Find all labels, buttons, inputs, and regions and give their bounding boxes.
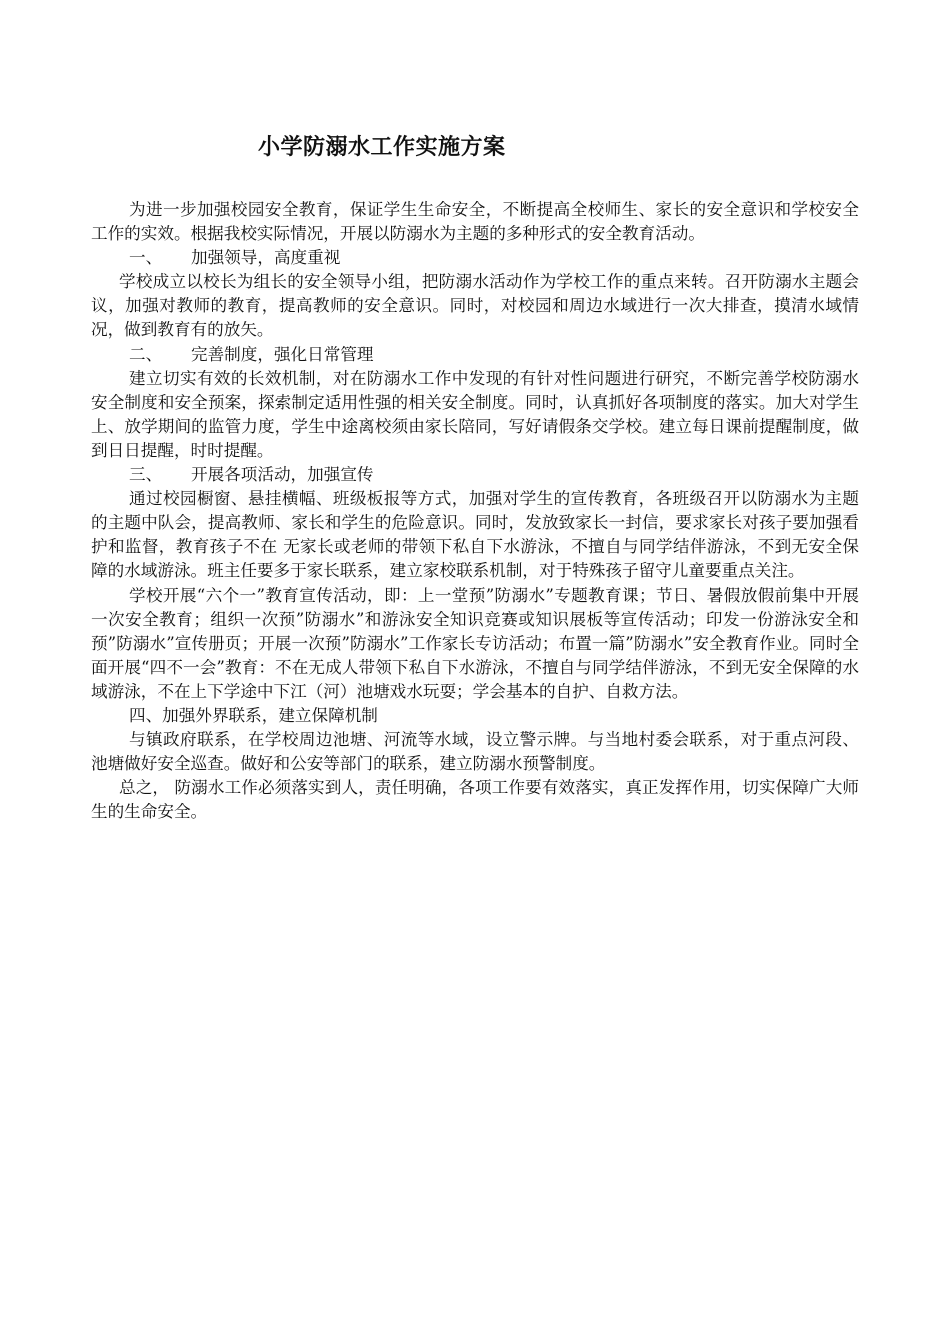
section-title-3: 开展各项活动，加强宣传 [191, 465, 374, 485]
section-title-1: 加强领导，高度重视 [191, 248, 341, 268]
section-number-1: 一、 [129, 248, 163, 268]
section-3-paragraph-2: 学校开展“六个一”教育宣传活动，即：上一堂预”防溺水”专题教育课；节日、暑假放假前集中开展一次安全教育；组织一次预”防溺水”和游泳安全知识竞赛或知识展板等宣传活动；印发一份游泳安全和预”防溺水”宣传册页；开展一次预”防溺水”工作家长专访活动；布置一篇”防溺水”安全教育作业。同时全面开展“四不一会”教育：不在无成人带领下私自下水游泳，不擅自与同学结伴游泳，不到无安全保障的水域游泳，不在上下学途中下江（河）池塘戏水玩耍；学会基本的自护、自救方法。 [91, 585, 859, 701]
section-2-paragraph-1: 建立切实有效的长效机制，对在防溺水工作中发现的有针对性问题进行研究，不断完善学校防溺水安全制度和安全预案，探索制定适用性强的相关安全制度。同时，认真抓好各项制度的落实。加大对学生上、放学期间的监管力度，学生中途离校须由家长陪同，写好请假条交学校。建立每日课前提醒制度，做到日日提醒，时时提醒。 [91, 368, 859, 460]
section-heading-1 [91, 246, 859, 270]
document-title: 小学防溺水工作实施方案 [258, 135, 506, 160]
section-title-4: 四、加强外界联系，建立保障机制 [129, 705, 378, 725]
section-heading-2 [91, 343, 859, 367]
section-heading-4 [91, 704, 859, 728]
section-number-3: 三、 [129, 465, 163, 485]
section-title-2: 完善制度，强化日常管理 [191, 344, 374, 364]
intro-paragraph: 为进一步加强校园安全教育，保证学生生命安全，不断提高全校师生、家长的安全意识和学校安全工作的实效。根据我校实际情况，开展以防溺水为主题的多种形式的安全教育活动。 [91, 200, 859, 244]
document-body [91, 198, 859, 824]
section-heading-3 [91, 463, 859, 487]
section-3-paragraph-1: 通过校园橱窗、悬挂横幅、班级板报等方式，加强对学生的宣传教育，各班级召开以防溺水为主题的主题中队会，提高教师、家长和学生的危险意识。同时，发放致家长一封信，要求家长对孩子要加强看护和监督，教育孩子不在 无家长或老师的带领下私自下水游泳，不擅自与同学结伴游泳，不到无安全保障的水域游泳。班主任要多于家长联系，建立家校联系机制，对于特殊孩子留守儿童要重点关注。 [91, 489, 859, 581]
conclusion-paragraph: 总之， 防溺水工作必须落实到人，责任明确，各项工作要有效落实，真正发挥作用，切实保障广大师生的生命安全。 [91, 778, 859, 822]
section-4-paragraph-1: 与镇政府联系，在学校周边池塘、河流等水域，设立警示牌。与当地村委会联系，对于重点河段、池塘做好安全巡查。做好和公安等部门的联系，建立防溺水预警制度。 [91, 730, 859, 774]
section-1-paragraph-1: 学校成立以校长为组长的安全领导小组，把防溺水活动作为学校工作的重点来转。召开防溺水主题会议，加强对教师的教育，提高教师的安全意识。同时，对校园和周边水域进行一次大排查，摸清水域情况，做到教育有的放矢。 [91, 272, 859, 340]
section-number-2: 二、 [129, 344, 163, 364]
